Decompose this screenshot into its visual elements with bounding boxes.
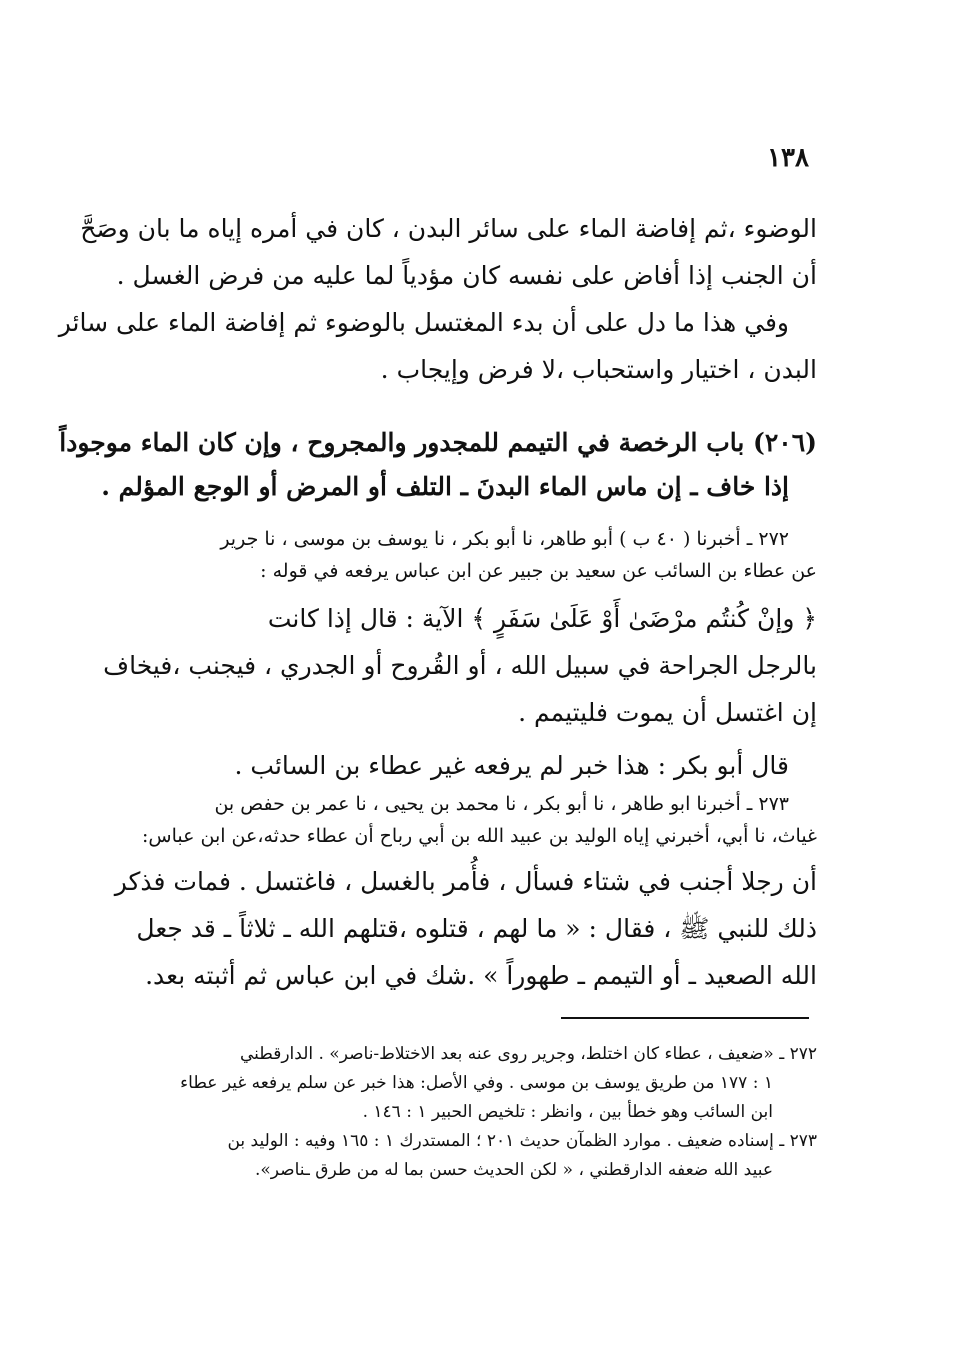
intro-line: وفي هذا ما دل على أن بدء المغتسل بالوضوء ثم إفاضة الماء على سائر <box>58 308 789 337</box>
intro-line: البدن ، اختيار واستحباب ،لا فرض وإيجاب . <box>380 355 817 384</box>
footnote-divider <box>561 1017 809 1019</box>
isnad-line: غياث، نا أبي، أخبرني إياه الوليد بن عبيد الله بن أبي رباح أن عطاء حدثه،عن ابن عباس: <box>141 825 817 847</box>
chapter-line: (٢٠٦) باب الرخصة في التيمم للمجدور والمجروح ، وإن كان الماء موجوداً <box>59 428 817 457</box>
footnote-line: ابن السائب وهو خطأ بين ، وانظر : تلخيص الحبير ١ : ١٤٦ . <box>362 1102 773 1122</box>
chapter-line: إذا خاف ـ إن ماس الماء البدنَ ـ التلف أو المرض أو الوجع المؤلم . <box>101 472 789 501</box>
chapter-heading <box>59 421 817 509</box>
hadith-272-text <box>103 595 817 736</box>
hadith-line: ﴿ وإنْ كُنتُم مرْضَىٰ أَوْ عَلَىٰ سَفَرٍ ﴾ الآية : قال إذا كانت <box>267 604 817 633</box>
hadith-272-remark <box>149 742 817 789</box>
remark-line: قال أبو بكر : هذا خبر لم يرفعه غير عطاء بن السائب . <box>234 751 789 780</box>
footnote-line: ١ : ١٧٧ من طريق يوسف بن موسى . وفي الأصل: هذا خبر عن سلم يرفعه غير عطاء <box>180 1073 773 1093</box>
hadith-line: إن اغتسل أن يموت فليتيمم . <box>518 698 817 727</box>
isnad-line: ٢٧٣ ـ أخبرنا ابو طاهر ، نا أبو بكر ، نا محمد بن يحيى ، نا عمر بن حفص بن <box>214 793 789 815</box>
hadith-273-text <box>114 858 817 999</box>
intro-line: أن الجنب إذا أفاض على نفسه كان مؤدياً لما عليه من فرض الغسل . <box>116 261 817 290</box>
isnad-line: ٢٧٢ ـ أخبرنا ( ٤٠ ب ) أبو طاهر، نا أبو بكر ، نا يوسف بن موسى ، نا جرير <box>220 528 789 550</box>
footnote-line: ٢٧٢ ـ «ضعيف ، عطاء كان اختلط، وجرير روى عنه بعد الاختلاط-ناصر» . الدارقطني <box>239 1044 817 1064</box>
footnote-line: ٢٧٣ ـ إسناده ضعيف . موارد الظمآن حديث ٢٠١ ؛ المستدرك ١ : ١٦٥ وفيه : الوليد بن <box>227 1131 817 1151</box>
hadith-273-isnad <box>141 788 817 852</box>
hadith-272-isnad <box>149 523 817 587</box>
footnote-272 <box>149 1040 817 1127</box>
intro-paragraph <box>58 205 817 393</box>
hadith-line: بالرجل الجراحة في سبيل الله ، أو القُروح أو الجدري ، فيجنب ،فيخاف <box>103 651 817 680</box>
hadith-line: الله الصعيد ـ أو التيمم ـ طهوراً » .شك في ابن عباس ثم أثبته بعد. <box>145 961 817 990</box>
footnote-line: عبيد الله ضعفه الدارقطني ، « لكن الحديث حسن بما له من طرق ـناصر». <box>254 1160 773 1180</box>
footnotes <box>149 1040 817 1185</box>
page-number: ١٣٨ <box>767 143 809 173</box>
intro-line: الوضوء ،ثم إفاضة الماء على سائر البدن ، كان في أمره إياه ما بان وصَحَّ <box>80 214 817 243</box>
hadith-line: ذلك للنبي ﷺ ، فقال : « ما لهم ، قتلوه ،قتلهم الله ـ ثلاثاً ـ قد جعل <box>136 914 817 943</box>
footnote-273 <box>149 1127 817 1185</box>
isnad-line: عن عطاء بن السائب عن سعيد بن جبير عن ابن عباس يرفعه في قوله : <box>260 560 817 582</box>
hadith-line: أن رجلا أجنب في شتاء فسأل ، فأُمر بالغسل ، فاغتسل . فمات فذكر <box>114 867 817 896</box>
